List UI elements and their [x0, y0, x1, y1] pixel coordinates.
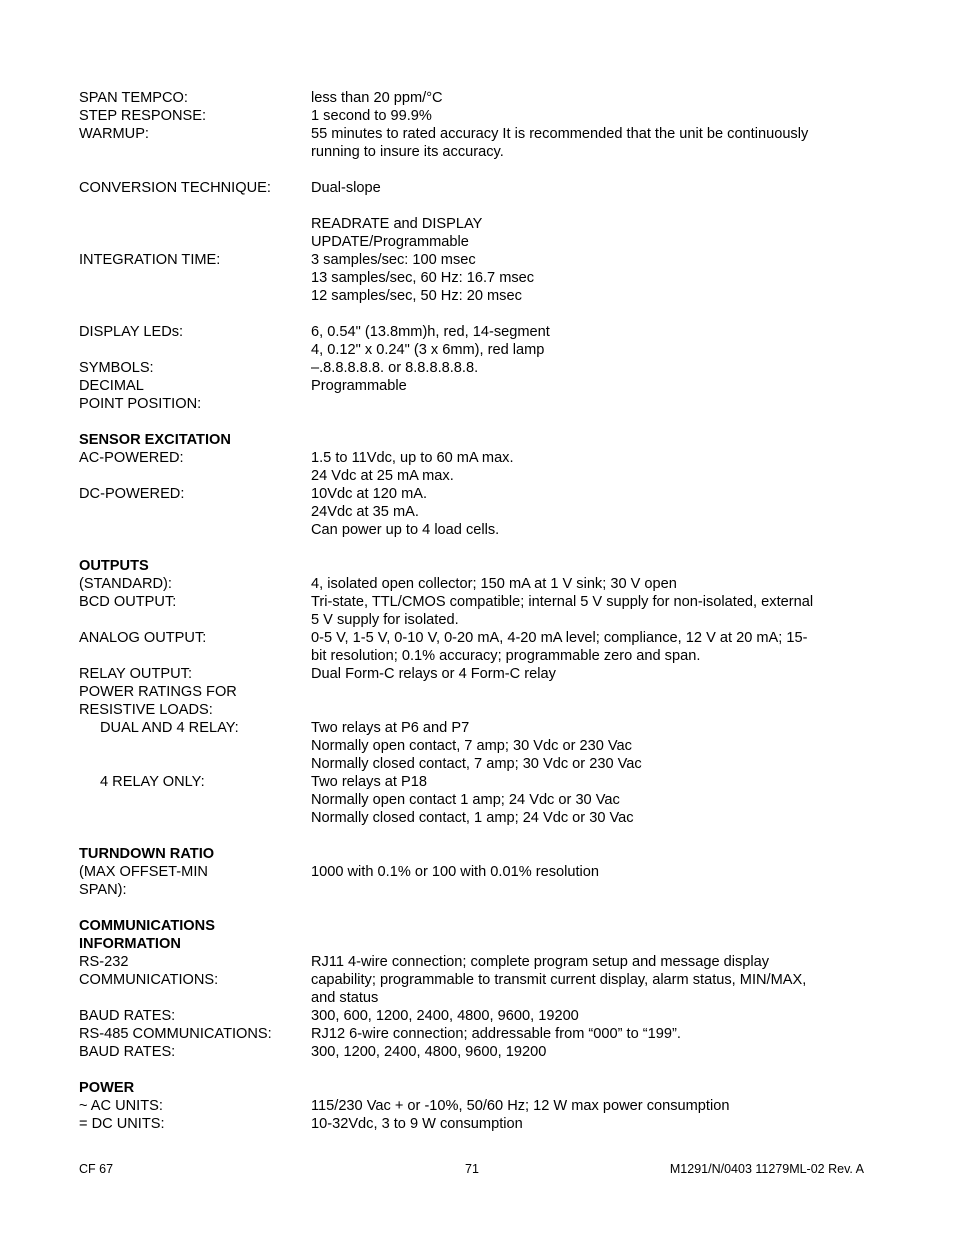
spec-label: INTEGRATION TIME: [79, 252, 221, 268]
spec-label: RESISTIVE LOADS: [79, 702, 213, 718]
spec-row-ac-units [79, 1097, 869, 1115]
spec-value: 13 samples/sec, 60 Hz: 16.7 msec [311, 270, 535, 286]
spec-value: 1000 with 0.1% or 100 with 0.01% resolution [311, 864, 599, 880]
spec-value: Can power up to 4 load cells. [311, 522, 500, 538]
spec-value: 10Vdc at 120 mA. [311, 486, 428, 502]
spec-value: 24 Vdc at 25 mA max. [311, 468, 454, 484]
spec-value: 300, 600, 1200, 2400, 4800, 9600, 19200 [311, 1008, 579, 1024]
spec-value: RJ12 6-wire connection; addressable from “000” to “199”. [311, 1026, 681, 1042]
section-heading-power: POWER [79, 1080, 135, 1096]
spec-row-dc-units [79, 1115, 869, 1133]
spec-row-step-response [79, 107, 869, 125]
spec-value: Normally closed contact, 7 amp; 30 Vdc or 230 Vac [311, 756, 642, 772]
spec-value: Dual Form-C relays or 4 Form-C relay [311, 666, 556, 682]
spec-label: DUAL AND 4 RELAY: [100, 720, 239, 736]
spec-value: 55 minutes to rated accuracy It is recommended that the unit be continuously [311, 126, 809, 142]
spec-label: SPAN TEMPCO: [79, 90, 188, 106]
spec-value: UPDATE/Programmable [311, 234, 469, 250]
spec-row-integration [79, 251, 869, 269]
footer-left: CF 67 [79, 1162, 114, 1176]
spec-label: 4 RELAY ONLY: [100, 774, 205, 790]
spec-value: 24Vdc at 35 mA. [311, 504, 419, 520]
spec-label: = DC UNITS: [79, 1116, 165, 1132]
spec-value: running to insure its accuracy. [311, 144, 504, 160]
spec-row-rs232 [79, 953, 869, 971]
spec-row-four-relay [79, 773, 869, 791]
spec-row-conversion [79, 179, 869, 197]
spec-row-standard [79, 575, 869, 593]
page-number: 71 [465, 1162, 479, 1176]
spec-row-analog [79, 629, 869, 647]
section-heading-turndown: TURNDOWN RATIO [79, 846, 215, 862]
spec-row-dc-powered [79, 485, 869, 503]
spec-label: ANALOG OUTPUT: [79, 630, 207, 646]
spec-row-baud-rates-232 [79, 1007, 869, 1025]
spec-value: 12 samples/sec, 50 Hz: 20 msec [311, 288, 522, 304]
spec-label: WARMUP: [79, 126, 149, 142]
spec-label: DC-POWERED: [79, 486, 185, 502]
section-heading-comms-info: INFORMATION [79, 936, 181, 952]
spec-value: 115/230 Vac + or -10%, 50/60 Hz; 12 W max power consumption [311, 1098, 730, 1114]
spec-label: (MAX OFFSET-MIN [79, 864, 208, 880]
spec-value: Normally open contact 1 amp; 24 Vdc or 30 Vac [311, 792, 620, 808]
spec-row-ac-powered [79, 449, 869, 467]
spec-label: DISPLAY LEDs: [79, 324, 184, 340]
spec-value: 300, 1200, 2400, 4800, 9600, 19200 [311, 1044, 547, 1060]
spec-value: 1.5 to 11Vdc, up to 60 mA max. [311, 450, 514, 466]
spec-value: less than 20 ppm/°C [311, 90, 443, 106]
spec-row-span-tempco [79, 89, 869, 107]
spec-label: (STANDARD): [79, 576, 172, 592]
spec-value: and status [311, 990, 379, 1006]
spec-value: Two relays at P18 [311, 774, 427, 790]
spec-row-bcd [79, 593, 869, 611]
spec-label: RELAY OUTPUT: [79, 666, 192, 682]
spec-value: Dual-slope [311, 180, 381, 196]
spec-value: READRATE and DISPLAY [311, 216, 483, 232]
spec-value: 3 samples/sec: 100 msec [311, 252, 476, 268]
spec-row-warmup-cont [79, 143, 869, 161]
spec-value: 5 V supply for isolated. [311, 612, 459, 628]
spec-label: POINT POSITION: [79, 396, 202, 412]
spec-label: CONVERSION TECHNIQUE: [79, 180, 271, 196]
spec-label: BAUD RATES: [79, 1044, 176, 1060]
spec-sheet [79, 89, 869, 1133]
section-heading-sensor: SENSOR EXCITATION [79, 432, 231, 448]
spec-row-decimal [79, 377, 869, 395]
spec-value: Programmable [311, 378, 407, 394]
spec-value: –.8.8.8.8.8. or 8.8.8.8.8.8. [311, 360, 479, 376]
spec-row-relay [79, 665, 869, 683]
spec-value: capability; programmable to transmit current display, alarm status, MIN/MAX, [311, 972, 807, 988]
spec-label: ~ AC UNITS: [79, 1098, 163, 1114]
spec-label: COMMUNICATIONS: [79, 972, 219, 988]
spec-label: RS-485 COMMUNICATIONS: [79, 1026, 272, 1042]
spec-label: AC-POWERED: [79, 450, 184, 466]
spec-value: RJ11 4-wire connection; complete program setup and message display [311, 954, 770, 970]
spec-row-display-leds [79, 323, 869, 341]
section-heading-outputs: OUTPUTS [79, 558, 149, 574]
spec-value: Normally closed contact, 1 amp; 24 Vdc or 30 Vac [311, 810, 634, 826]
spec-value: bit resolution; 0.1% accuracy; programmable zero and span. [311, 648, 701, 664]
spec-value: Tri-state, TTL/CMOS compatible; internal 5 V supply for non-isolated, external [311, 594, 814, 610]
spec-value: 4, isolated open collector; 150 mA at 1 V sink; 30 V open [311, 576, 677, 592]
spec-label: DECIMAL [79, 378, 144, 394]
spec-label: SPAN): [79, 882, 127, 898]
spec-label: STEP RESPONSE: [79, 108, 207, 124]
spec-row-symbols [79, 359, 869, 377]
footer-doc-id: M1291/N/0403 11279ML-02 Rev. A [669, 1162, 864, 1176]
spec-label: BAUD RATES: [79, 1008, 176, 1024]
spec-row-dual-relay [79, 719, 869, 737]
spec-value: 1 second to 99.9% [311, 108, 432, 124]
spec-value: Normally open contact, 7 amp; 30 Vdc or 230 Vac [311, 738, 632, 754]
spec-label: RS-232 [79, 954, 129, 970]
spec-value: 4, 0.12" x 0.24" (3 x 6mm), red lamp [311, 342, 545, 358]
spec-row-turndown [79, 863, 869, 881]
section-heading-comms: COMMUNICATIONS [79, 918, 215, 934]
spec-value: Two relays at P6 and P7 [311, 720, 470, 736]
spec-row-baud-rates-485 [79, 1043, 869, 1061]
spec-value: 0-5 V, 1-5 V, 0-10 V, 0-20 mA, 4-20 mA level; compliance, 12 V at 20 mA; 15- [311, 630, 808, 646]
spec-label: BCD OUTPUT: [79, 594, 177, 610]
spec-row-warmup [79, 125, 869, 143]
spec-row-rs485 [79, 1025, 869, 1043]
spec-label: SYMBOLS: [79, 360, 154, 376]
spec-value: 10-32Vdc, 3 to 9 W consumption [311, 1116, 523, 1132]
spec-label: POWER RATINGS FOR [79, 684, 237, 700]
spec-value: 6, 0.54" (13.8mm)h, red, 14-segment [311, 324, 550, 340]
